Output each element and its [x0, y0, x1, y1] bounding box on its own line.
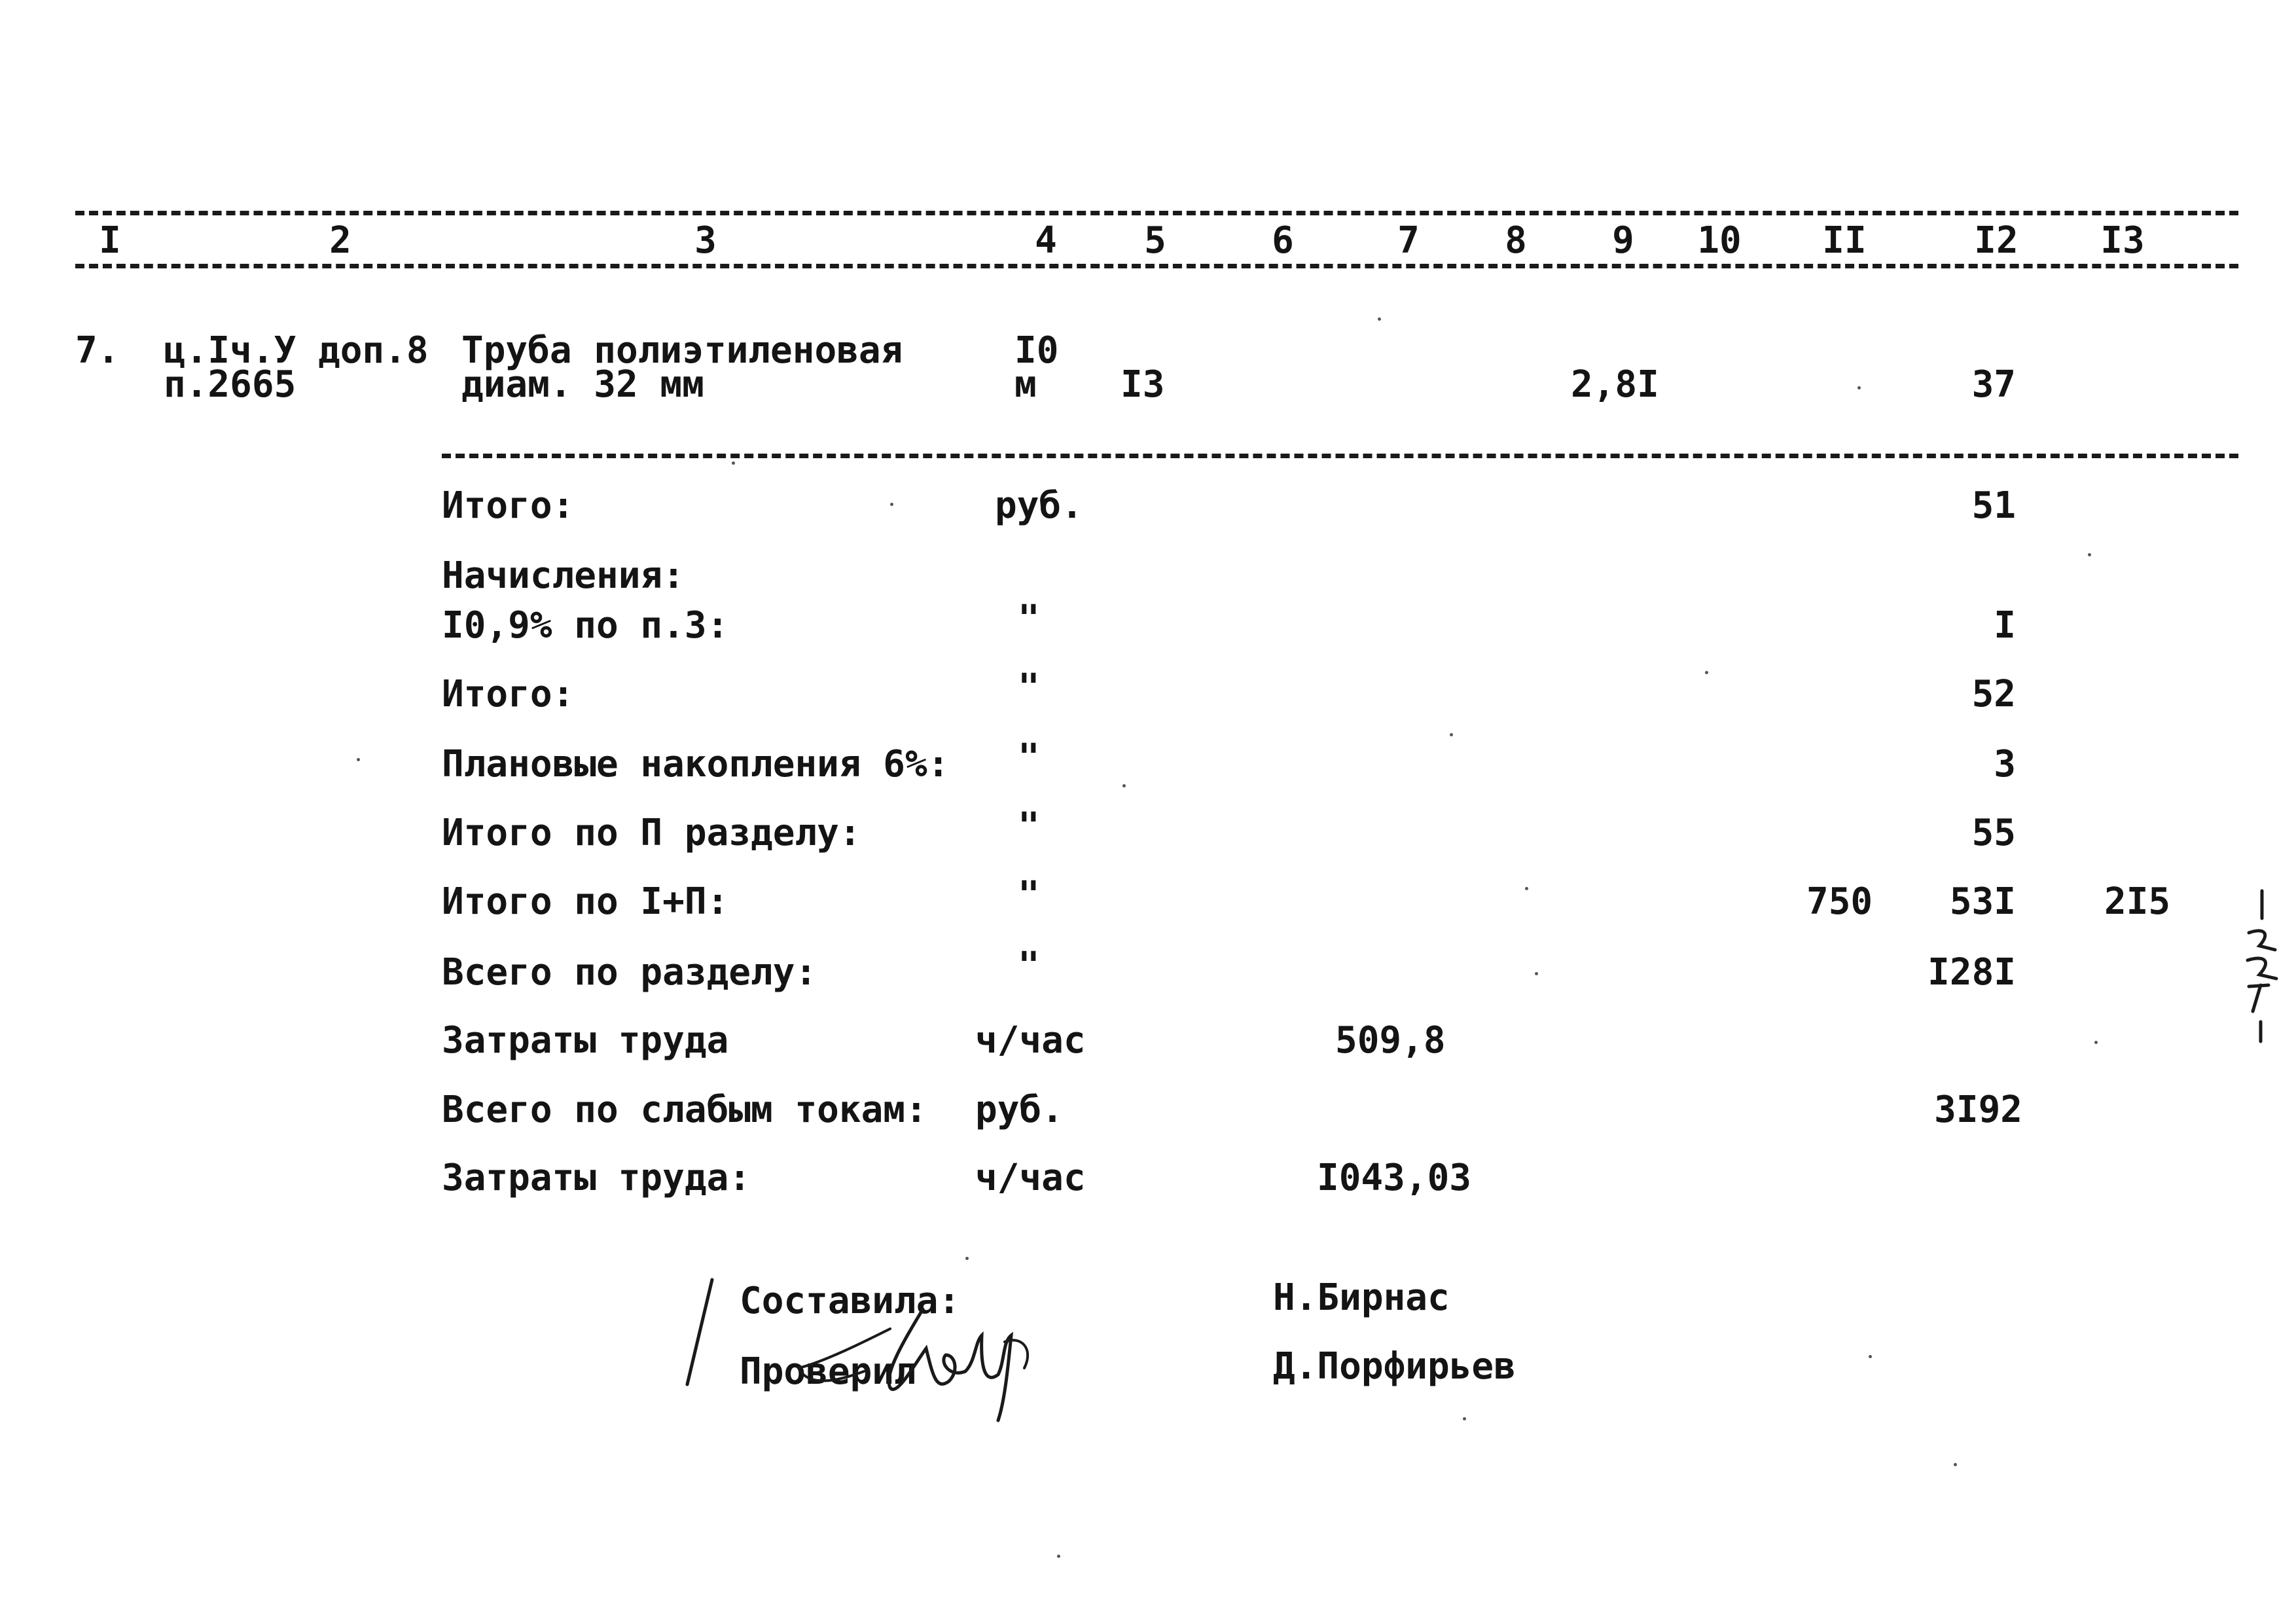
summary-label: Всего по разделу: — [442, 951, 817, 994]
summary-unit: " — [1018, 945, 1040, 987]
column-number: 2 — [329, 219, 351, 262]
item-number: 7. — [75, 329, 120, 372]
summary-label: Начисления: — [442, 554, 685, 597]
item-col5: I3 — [1121, 363, 1165, 406]
item-name: Труба полиэтиленовая — [461, 329, 903, 372]
item-reference: ц.Iч.У доп.8 — [164, 329, 429, 372]
summary-col12: 53I — [1949, 880, 2016, 923]
scan-speck — [1525, 887, 1528, 890]
scan-speck — [2094, 1041, 2098, 1044]
scan-speck — [1057, 1555, 1060, 1558]
scan-speck — [357, 758, 360, 761]
column-number: II — [1822, 219, 1867, 262]
column-number: I2 — [1974, 219, 2018, 262]
column-number: 5 — [1144, 219, 1166, 262]
summary-col12: I — [1994, 604, 2016, 647]
summary-col7: 509,8 — [1335, 1019, 1446, 1062]
summary-unit: " — [1018, 805, 1040, 848]
summary-unit: " — [1018, 666, 1040, 709]
summary-label: Итого: — [442, 484, 575, 527]
item-name-diameter: диам. 32 мм — [461, 363, 704, 406]
summary-label: Итого по П разделу: — [442, 812, 861, 854]
summary-label: I0,9% по п.3: — [442, 604, 729, 647]
column-number: 3 — [694, 219, 717, 262]
scan-speck — [890, 503, 893, 506]
column-number: 10 — [1697, 219, 1742, 262]
column-number: 7 — [1397, 219, 1420, 262]
summary-label: Итого: — [442, 673, 575, 715]
summary-col12: 3 — [1994, 743, 2016, 785]
summary-label: Итого по I+П: — [442, 880, 729, 923]
column-number: I — [99, 219, 121, 262]
header-top-rule — [75, 211, 2238, 215]
scan-speck — [1463, 1417, 1466, 1420]
summary-col12: I28I — [1928, 951, 2016, 994]
summary-col12: 51 — [1971, 484, 2016, 527]
summary-unit: руб. — [975, 1089, 1064, 1131]
item-col9: 2,8I — [1571, 363, 1659, 406]
checked-label: Проверил — [740, 1350, 916, 1393]
item-reference-paragraph: п.2665 — [164, 363, 296, 406]
scan-speck — [965, 1257, 969, 1260]
summary-unit: " — [1018, 874, 1040, 916]
scan-speck — [1705, 671, 1708, 674]
summary-unit: " — [1018, 736, 1040, 779]
column-number: 4 — [1035, 219, 1057, 262]
scan-speck — [1857, 386, 1861, 389]
scan-speck — [1954, 1463, 1957, 1466]
summary-unit: ч/час — [975, 1019, 1086, 1062]
summary-col13: 2I5 — [2104, 880, 2171, 923]
page-number — [2237, 887, 2283, 1044]
scan-speck — [1378, 317, 1381, 321]
column-number: 8 — [1505, 219, 1527, 262]
scan-speck — [732, 461, 735, 465]
summary-unit: руб. — [995, 484, 1083, 527]
summary-col12: 3I92 — [1934, 1089, 2022, 1131]
summary-top-rule — [442, 454, 2238, 458]
column-number: 9 — [1612, 219, 1634, 262]
compiled-label: Составила: — [740, 1280, 961, 1322]
scan-speck — [1869, 1355, 1872, 1358]
summary-col12: 55 — [1971, 812, 2016, 854]
summary-label: Плановые накопления 6%: — [442, 743, 950, 785]
summary-label: Затраты труда — [442, 1019, 729, 1062]
summary-col12: 52 — [1971, 673, 2016, 715]
scan-speck — [1450, 733, 1453, 736]
checked-name: Д.Порфирьев — [1273, 1345, 1516, 1388]
summary-col7: I043,03 — [1317, 1157, 1472, 1199]
summary-col11: 750 — [1806, 880, 1873, 923]
scan-speck — [2088, 553, 2091, 556]
item-unit: м — [1014, 363, 1037, 406]
handwritten-signature — [668, 1263, 1204, 1434]
column-number: 6 — [1272, 219, 1294, 262]
summary-unit: " — [1018, 598, 1040, 640]
item-col12: 37 — [1971, 363, 2016, 406]
item-quantity: I0 — [1014, 329, 1059, 372]
header-bottom-rule — [75, 264, 2238, 268]
scan-speck — [1122, 784, 1126, 787]
column-number: I3 — [2100, 219, 2145, 262]
summary-unit: ч/час — [975, 1157, 1086, 1199]
summary-label: Всего по слабым токам: — [442, 1089, 927, 1131]
summary-label: Затраты труда: — [442, 1157, 751, 1199]
scan-speck — [1535, 972, 1538, 975]
compiled-name: Н.Бирнас — [1273, 1276, 1450, 1319]
